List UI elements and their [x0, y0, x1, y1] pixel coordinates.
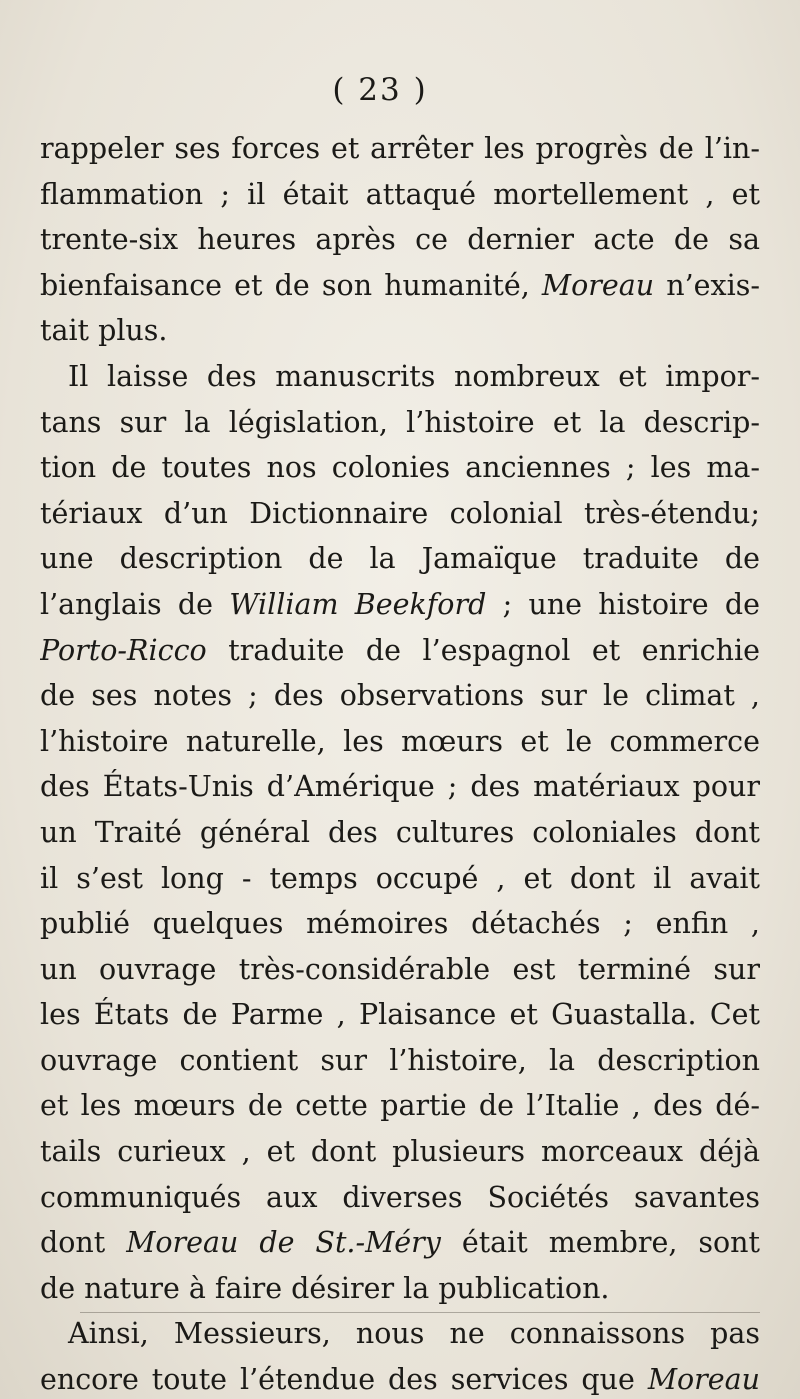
text-run: bienfaisance et de son humanité, — [40, 268, 542, 302]
text-line — [40, 1038, 760, 1084]
text-line — [40, 1175, 760, 1221]
text-line — [40, 719, 760, 765]
text-run: dont — [40, 1226, 127, 1260]
text-run: une description de la Jamaïque traduite de — [40, 542, 760, 576]
text-line — [40, 582, 760, 628]
text-line — [40, 1220, 760, 1266]
text-run: de nature à faire désirer la publication. — [40, 1271, 610, 1305]
text-line — [40, 628, 760, 674]
text-line — [40, 764, 760, 810]
text-run: les États de Parme , Plaisance et Guastalla. Cet — [40, 998, 760, 1032]
italic-text: Porto-Ricco — [40, 633, 207, 667]
text-line — [40, 1083, 760, 1129]
text-run: des États-Unis d’Amérique ; des matériaux pour — [40, 770, 760, 804]
text-run: l’histoire naturelle, les mœurs et le commerce — [40, 724, 760, 758]
italic-text: Moreau de St.-Méry — [126, 1226, 441, 1260]
text-line — [40, 810, 760, 856]
text-line — [40, 445, 760, 491]
text-line — [40, 901, 760, 947]
text-line — [40, 536, 760, 582]
text-line — [40, 263, 760, 309]
paragraph — [40, 126, 760, 354]
text-line — [40, 308, 760, 354]
paragraph — [40, 1311, 760, 1399]
text-run: communiqués aux diverses Sociétés savantes — [40, 1180, 760, 1214]
text-line — [40, 856, 760, 902]
text-run: publié quelques mémoires détachés ; enfin , — [40, 907, 760, 941]
text-run: un Traité général des cultures coloniales dont — [40, 815, 760, 849]
text-run: était membre, sont — [440, 1226, 760, 1260]
text-run: encore toute l’étendue des services que — [40, 1363, 648, 1397]
italic-text: William Beekford — [229, 587, 487, 621]
text-run: Il laisse des manuscrits nombreux et impor- — [68, 359, 760, 393]
page-number: ( 23 ) — [332, 72, 428, 108]
text-run: tion de toutes nos colonies anciennes ; les ma- — [40, 451, 760, 485]
show-through-rule — [80, 1312, 760, 1313]
text-run: Ainsi, Messieurs, nous ne connaissons pas — [68, 1317, 760, 1351]
body-text — [40, 126, 760, 1399]
paragraph — [40, 354, 760, 1311]
text-line — [40, 947, 760, 993]
text-run: de ses notes ; des observations sur le climat , — [40, 679, 760, 713]
italic-text: Moreau — [541, 268, 655, 302]
text-line — [40, 1129, 760, 1175]
text-run: traduite de l’espagnol et enrichie — [206, 633, 760, 667]
text-run: rappeler ses forces et arrêter les progrès de l’in- — [40, 132, 760, 165]
text-run: trente-six heures après ce dernier acte de sa — [40, 223, 760, 257]
text-line — [40, 491, 760, 537]
text-line — [40, 400, 760, 446]
text-run: tails curieux , et dont plusieurs morceaux déjà — [40, 1135, 760, 1169]
text-line — [40, 217, 760, 263]
italic-text: Moreau — [647, 1363, 760, 1397]
text-run: l’anglais de — [40, 587, 230, 621]
text-line — [40, 992, 760, 1038]
text-run: tériaux d’un Dictionnaire colonial très-étendu; — [40, 496, 760, 530]
text-run: ; une histoire de — [486, 587, 760, 621]
text-line — [40, 673, 760, 719]
text-run: flammation ; il était attaqué mortellement , et — [40, 177, 760, 211]
text-line — [40, 354, 760, 400]
text-line — [40, 1266, 760, 1312]
text-run: tans sur la législation, l’histoire et la descrip- — [40, 405, 760, 439]
text-line — [40, 1357, 760, 1399]
text-run: n’exis- — [654, 268, 760, 302]
text-run: et les mœurs de cette partie de l’Italie , des dé- — [40, 1089, 760, 1123]
text-line — [40, 1311, 760, 1357]
text-line — [40, 172, 760, 218]
text-run: ouvrage contient sur l’histoire, la description — [40, 1043, 760, 1077]
text-run: il s’est long - temps occupé , et dont il avait — [40, 861, 760, 895]
text-line — [40, 126, 760, 172]
text-run: un ouvrage très-considérable est terminé sur — [40, 952, 760, 986]
text-run: tait plus. — [40, 314, 168, 348]
